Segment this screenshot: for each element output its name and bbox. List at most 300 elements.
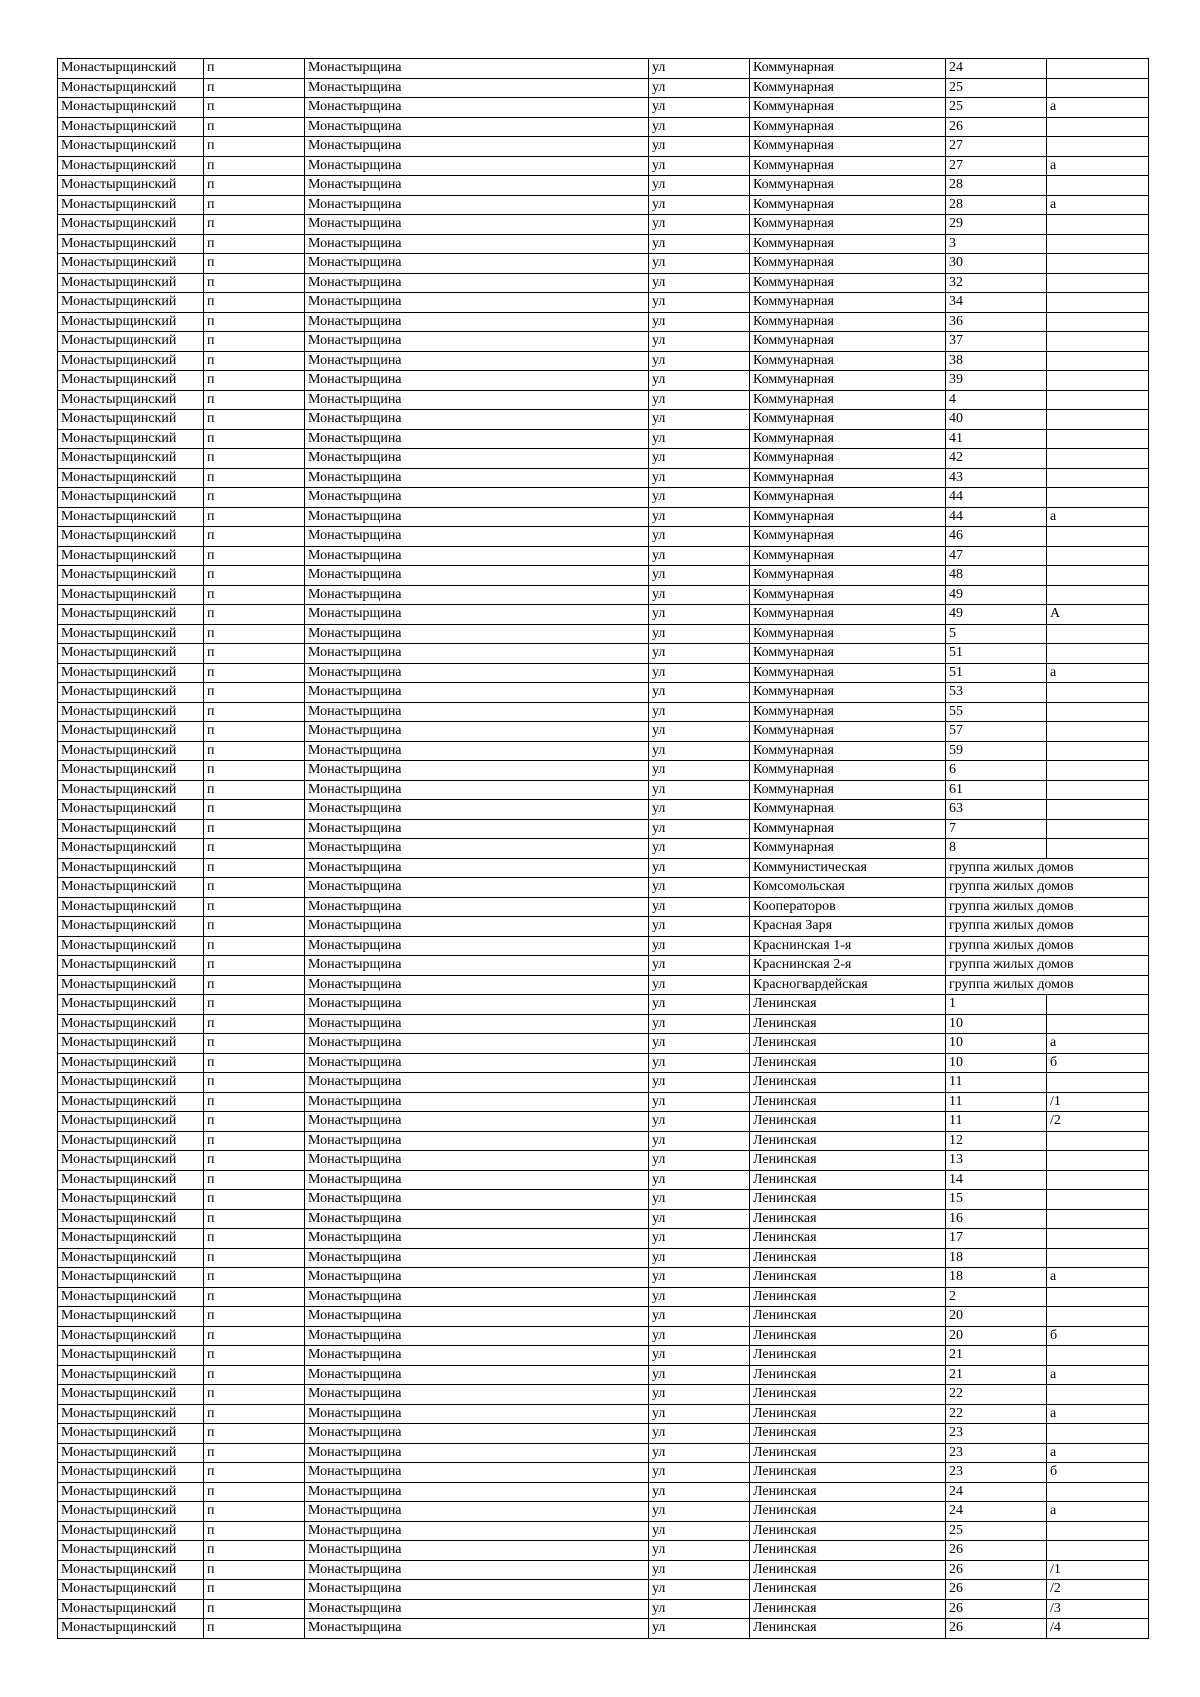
house-number-cell: 42 <box>946 449 1047 469</box>
street-type-cell: ул <box>649 585 750 605</box>
street-name-cell: Ленинская <box>750 1385 946 1405</box>
settlement-type-cell: п <box>204 254 305 274</box>
street-type-cell: ул <box>649 410 750 430</box>
street-name-cell: Коммунарная <box>750 683 946 703</box>
street-name-cell: Коммунарная <box>750 390 946 410</box>
house-number-cell: 37 <box>946 332 1047 352</box>
settlement-type-cell: п <box>204 215 305 235</box>
settlement-type-cell: п <box>204 1248 305 1268</box>
table-row <box>58 98 1149 118</box>
house-number-cell: 18 <box>946 1268 1047 1288</box>
house-suffix-cell: а <box>1047 1404 1149 1424</box>
house-number-cell: 26 <box>946 1599 1047 1619</box>
street-name-cell: Коммунарная <box>750 566 946 586</box>
house-suffix-cell <box>1047 1482 1149 1502</box>
street-type-cell: ул <box>649 839 750 859</box>
district-cell: Монастырщинский <box>58 156 204 176</box>
settlement-name-cell: Монастырщина <box>305 1034 649 1054</box>
table-row <box>58 644 1149 664</box>
settlement-type-cell: п <box>204 683 305 703</box>
house-number-cell: 21 <box>946 1346 1047 1366</box>
district-cell: Монастырщинский <box>58 293 204 313</box>
house-number-cell: 44 <box>946 507 1047 527</box>
settlement-name-cell: Монастырщина <box>305 1307 649 1327</box>
street-type-cell: ул <box>649 390 750 410</box>
table-row <box>58 995 1149 1015</box>
table-row <box>58 761 1149 781</box>
house-suffix-cell <box>1047 1424 1149 1444</box>
house-suffix-cell <box>1047 254 1149 274</box>
street-name-cell: Коммунарная <box>750 234 946 254</box>
house-suffix-cell <box>1047 1229 1149 1249</box>
settlement-type-cell: п <box>204 1560 305 1580</box>
house-number-cell: 10 <box>946 1014 1047 1034</box>
street-type-cell: ул <box>649 663 750 683</box>
house-suffix-cell <box>1047 624 1149 644</box>
street-type-cell: ул <box>649 936 750 956</box>
house-number-cell: 30 <box>946 254 1047 274</box>
house-suffix-cell: а <box>1047 1034 1149 1054</box>
table-row <box>58 1131 1149 1151</box>
house-suffix-cell: /1 <box>1047 1560 1149 1580</box>
district-cell: Монастырщинский <box>58 1092 204 1112</box>
settlement-type-cell: п <box>204 1151 305 1171</box>
settlement-name-cell: Монастырщина <box>305 741 649 761</box>
table-row <box>58 936 1149 956</box>
street-name-cell: Ленинская <box>750 1287 946 1307</box>
district-cell: Монастырщинский <box>58 312 204 332</box>
district-cell: Монастырщинский <box>58 1287 204 1307</box>
settlement-type-cell: п <box>204 332 305 352</box>
house-suffix-cell: б <box>1047 1326 1149 1346</box>
settlement-type-cell: п <box>204 956 305 976</box>
street-name-cell: Коммунарная <box>750 839 946 859</box>
house-number-cell: 41 <box>946 429 1047 449</box>
district-cell: Монастырщинский <box>58 176 204 196</box>
street-type-cell: ул <box>649 858 750 878</box>
settlement-name-cell: Монастырщина <box>305 1443 649 1463</box>
street-name-cell: Ленинская <box>750 1365 946 1385</box>
street-name-cell: Коммунистическая <box>750 858 946 878</box>
street-name-cell: Коммунарная <box>750 254 946 274</box>
table-row <box>58 1248 1149 1268</box>
settlement-type-cell: п <box>204 312 305 332</box>
district-cell: Монастырщинский <box>58 1560 204 1580</box>
street-type-cell: ул <box>649 819 750 839</box>
settlement-type-cell: п <box>204 1482 305 1502</box>
house-suffix-cell <box>1047 1170 1149 1190</box>
table-row <box>58 429 1149 449</box>
settlement-name-cell: Монастырщина <box>305 995 649 1015</box>
district-cell: Монастырщинский <box>58 390 204 410</box>
house-number-cell: 16 <box>946 1209 1047 1229</box>
street-type-cell: ул <box>649 156 750 176</box>
house-number-cell: 2 <box>946 1287 1047 1307</box>
street-name-cell: Коммунарная <box>750 137 946 157</box>
street-type-cell: ул <box>649 1580 750 1600</box>
district-cell: Монастырщинский <box>58 975 204 995</box>
district-cell: Монастырщинский <box>58 488 204 508</box>
district-cell: Монастырщинский <box>58 1599 204 1619</box>
district-cell: Монастырщинский <box>58 1248 204 1268</box>
street-name-cell: Коммунарная <box>750 663 946 683</box>
table-row <box>58 78 1149 98</box>
street-name-cell: Коммунарная <box>750 371 946 391</box>
house-suffix-cell <box>1047 585 1149 605</box>
table-row <box>58 585 1149 605</box>
settlement-name-cell: Монастырщина <box>305 624 649 644</box>
settlement-type-cell: п <box>204 761 305 781</box>
settlement-name-cell: Монастырщина <box>305 527 649 547</box>
table-row <box>58 975 1149 995</box>
street-name-cell: Коммунарная <box>750 273 946 293</box>
district-cell: Монастырщинский <box>58 936 204 956</box>
street-name-cell: Коммунарная <box>750 117 946 137</box>
settlement-type-cell: п <box>204 1112 305 1132</box>
settlement-name-cell: Монастырщина <box>305 839 649 859</box>
district-cell: Монастырщинский <box>58 1170 204 1190</box>
street-type-cell: ул <box>649 1541 750 1561</box>
house-number-cell: 47 <box>946 546 1047 566</box>
district-cell: Монастырщинский <box>58 273 204 293</box>
table-row <box>58 390 1149 410</box>
settlement-name-cell: Монастырщина <box>305 1580 649 1600</box>
street-type-cell: ул <box>649 527 750 547</box>
street-type-cell: ул <box>649 254 750 274</box>
district-cell: Монастырщинский <box>58 605 204 625</box>
district-cell: Монастырщинский <box>58 1229 204 1249</box>
settlement-name-cell: Монастырщина <box>305 780 649 800</box>
settlement-name-cell: Монастырщина <box>305 234 649 254</box>
house-number-cell: 29 <box>946 215 1047 235</box>
house-number-cell: 10 <box>946 1034 1047 1054</box>
table-row <box>58 1365 1149 1385</box>
district-cell: Монастырщинский <box>58 449 204 469</box>
table-row <box>58 176 1149 196</box>
house-suffix-cell <box>1047 371 1149 391</box>
house-number-cell: группа жилых домов <box>946 878 1149 898</box>
table-row <box>58 1619 1149 1639</box>
district-cell: Монастырщинский <box>58 1346 204 1366</box>
house-suffix-cell: а <box>1047 1443 1149 1463</box>
district-cell: Монастырщинский <box>58 780 204 800</box>
settlement-type-cell: п <box>204 195 305 215</box>
street-type-cell: ул <box>649 917 750 937</box>
district-cell: Монастырщинский <box>58 1034 204 1054</box>
house-suffix-cell: б <box>1047 1053 1149 1073</box>
house-suffix-cell: а <box>1047 156 1149 176</box>
street-type-cell: ул <box>649 1521 750 1541</box>
house-suffix-cell: а <box>1047 98 1149 118</box>
table-row <box>58 1599 1149 1619</box>
table-row <box>58 702 1149 722</box>
house-number-cell: 24 <box>946 1482 1047 1502</box>
settlement-name-cell: Монастырщина <box>305 1346 649 1366</box>
table-row <box>58 1073 1149 1093</box>
street-name-cell: Ленинская <box>750 1560 946 1580</box>
house-number-cell: группа жилых домов <box>946 917 1149 937</box>
table-row <box>58 273 1149 293</box>
street-type-cell: ул <box>649 1209 750 1229</box>
house-number-cell: 11 <box>946 1092 1047 1112</box>
house-number-cell: 26 <box>946 1541 1047 1561</box>
street-type-cell: ул <box>649 956 750 976</box>
street-type-cell: ул <box>649 507 750 527</box>
street-name-cell: Ленинская <box>750 1424 946 1444</box>
district-cell: Монастырщинский <box>58 1053 204 1073</box>
table-row <box>58 332 1149 352</box>
district-cell: Монастырщинский <box>58 234 204 254</box>
house-number-cell: 27 <box>946 156 1047 176</box>
settlement-type-cell: п <box>204 429 305 449</box>
street-type-cell: ул <box>649 566 750 586</box>
district-cell: Монастырщинский <box>58 878 204 898</box>
table-row <box>58 956 1149 976</box>
house-suffix-cell <box>1047 234 1149 254</box>
table-row <box>58 234 1149 254</box>
district-cell: Монастырщинский <box>58 995 204 1015</box>
district-cell: Монастырщинский <box>58 137 204 157</box>
house-suffix-cell: /1 <box>1047 1092 1149 1112</box>
district-cell: Монастырщинский <box>58 1482 204 1502</box>
table-row <box>58 878 1149 898</box>
settlement-type-cell: п <box>204 1541 305 1561</box>
street-type-cell: ул <box>649 215 750 235</box>
table-row <box>58 468 1149 488</box>
table-row <box>58 137 1149 157</box>
street-name-cell: Коммунарная <box>750 332 946 352</box>
table-row <box>58 605 1149 625</box>
district-cell: Монастырщинский <box>58 839 204 859</box>
house-suffix-cell <box>1047 722 1149 742</box>
settlement-type-cell: п <box>204 1131 305 1151</box>
settlement-type-cell: п <box>204 488 305 508</box>
house-number-cell: 8 <box>946 839 1047 859</box>
street-name-cell: Краснинская 1-я <box>750 936 946 956</box>
district-cell: Монастырщинский <box>58 956 204 976</box>
house-suffix-cell <box>1047 819 1149 839</box>
settlement-type-cell: п <box>204 780 305 800</box>
street-type-cell: ул <box>649 1229 750 1249</box>
settlement-type-cell: п <box>204 917 305 937</box>
settlement-name-cell: Монастырщина <box>305 936 649 956</box>
house-number-cell: 14 <box>946 1170 1047 1190</box>
district-cell: Монастырщинский <box>58 59 204 79</box>
settlement-type-cell: п <box>204 1346 305 1366</box>
street-name-cell: Коммунарная <box>750 98 946 118</box>
house-number-cell: 3 <box>946 234 1047 254</box>
house-suffix-cell <box>1047 546 1149 566</box>
house-number-cell: 12 <box>946 1131 1047 1151</box>
street-type-cell: ул <box>649 1248 750 1268</box>
house-number-cell: 61 <box>946 780 1047 800</box>
house-number-cell: 26 <box>946 1560 1047 1580</box>
table-row <box>58 1190 1149 1210</box>
street-type-cell: ул <box>649 1326 750 1346</box>
house-suffix-cell <box>1047 1287 1149 1307</box>
house-number-cell: 26 <box>946 1619 1047 1639</box>
district-cell: Монастырщинский <box>58 1268 204 1288</box>
house-number-cell: 49 <box>946 585 1047 605</box>
house-suffix-cell <box>1047 702 1149 722</box>
district-cell: Монастырщинский <box>58 468 204 488</box>
settlement-name-cell: Монастырщина <box>305 1560 649 1580</box>
house-suffix-cell <box>1047 1190 1149 1210</box>
house-number-cell: 57 <box>946 722 1047 742</box>
table-row <box>58 1287 1149 1307</box>
settlement-type-cell: п <box>204 468 305 488</box>
house-number-cell: 23 <box>946 1424 1047 1444</box>
house-number-cell: группа жилых домов <box>946 975 1149 995</box>
settlement-name-cell: Монастырщина <box>305 858 649 878</box>
settlement-type-cell: п <box>204 702 305 722</box>
settlement-type-cell: п <box>204 995 305 1015</box>
district-cell: Монастырщинский <box>58 819 204 839</box>
house-suffix-cell <box>1047 1307 1149 1327</box>
settlement-name-cell: Монастырщина <box>305 722 649 742</box>
settlement-type-cell: п <box>204 507 305 527</box>
settlement-type-cell: п <box>204 1463 305 1483</box>
street-type-cell: ул <box>649 1053 750 1073</box>
settlement-name-cell: Монастырщина <box>305 546 649 566</box>
street-type-cell: ул <box>649 1424 750 1444</box>
house-suffix-cell: а <box>1047 195 1149 215</box>
house-suffix-cell <box>1047 59 1149 79</box>
settlement-type-cell: п <box>204 1190 305 1210</box>
street-name-cell: Ленинская <box>750 1404 946 1424</box>
street-type-cell: ул <box>649 293 750 313</box>
settlement-type-cell: п <box>204 897 305 917</box>
house-suffix-cell <box>1047 215 1149 235</box>
settlement-name-cell: Монастырщина <box>305 663 649 683</box>
settlement-type-cell: п <box>204 1073 305 1093</box>
settlement-name-cell: Монастырщина <box>305 975 649 995</box>
table-row <box>58 371 1149 391</box>
street-type-cell: ул <box>649 1112 750 1132</box>
street-name-cell: Коммунарная <box>750 624 946 644</box>
street-type-cell: ул <box>649 468 750 488</box>
house-suffix-cell <box>1047 683 1149 703</box>
street-name-cell: Ленинская <box>750 1053 946 1073</box>
district-cell: Монастырщинский <box>58 546 204 566</box>
street-type-cell: ул <box>649 78 750 98</box>
settlement-type-cell: п <box>204 1502 305 1522</box>
district-cell: Монастырщинский <box>58 741 204 761</box>
street-type-cell: ул <box>649 546 750 566</box>
house-number-cell: 26 <box>946 117 1047 137</box>
street-type-cell: ул <box>649 1092 750 1112</box>
district-cell: Монастырщинский <box>58 722 204 742</box>
table-row <box>58 156 1149 176</box>
district-cell: Монастырщинский <box>58 1580 204 1600</box>
table-row <box>58 1424 1149 1444</box>
settlement-name-cell: Монастырщина <box>305 1287 649 1307</box>
district-cell: Монастырщинский <box>58 644 204 664</box>
street-type-cell: ул <box>649 624 750 644</box>
street-type-cell: ул <box>649 1365 750 1385</box>
table-row <box>58 858 1149 878</box>
table-row <box>58 683 1149 703</box>
settlement-name-cell: Монастырщина <box>305 468 649 488</box>
settlement-name-cell: Монастырщина <box>305 1268 649 1288</box>
table-row <box>58 1053 1149 1073</box>
table-row <box>58 800 1149 820</box>
district-cell: Монастырщинский <box>58 1463 204 1483</box>
settlement-name-cell: Монастырщина <box>305 312 649 332</box>
house-number-cell: 18 <box>946 1248 1047 1268</box>
house-number-cell: 21 <box>946 1365 1047 1385</box>
settlement-type-cell: п <box>204 293 305 313</box>
district-cell: Монастырщинский <box>58 1541 204 1561</box>
street-type-cell: ул <box>649 1014 750 1034</box>
house-number-cell: 6 <box>946 761 1047 781</box>
house-suffix-cell: а <box>1047 1365 1149 1385</box>
settlement-type-cell: п <box>204 1619 305 1639</box>
house-number-cell: 53 <box>946 683 1047 703</box>
street-name-cell: Коммунарная <box>750 585 946 605</box>
settlement-type-cell: п <box>204 644 305 664</box>
street-name-cell: Ленинская <box>750 1014 946 1034</box>
house-suffix-cell: А <box>1047 605 1149 625</box>
settlement-name-cell: Монастырщина <box>305 1365 649 1385</box>
district-cell: Монастырщинский <box>58 98 204 118</box>
settlement-name-cell: Монастырщина <box>305 215 649 235</box>
street-name-cell: Коммунарная <box>750 351 946 371</box>
house-number-cell: 23 <box>946 1463 1047 1483</box>
street-type-cell: ул <box>649 995 750 1015</box>
district-cell: Монастырщинский <box>58 332 204 352</box>
house-suffix-cell <box>1047 117 1149 137</box>
settlement-name-cell: Монастырщина <box>305 390 649 410</box>
settlement-type-cell: п <box>204 137 305 157</box>
settlement-name-cell: Монастырщина <box>305 1463 649 1483</box>
street-type-cell: ул <box>649 644 750 664</box>
settlement-type-cell: п <box>204 98 305 118</box>
street-type-cell: ул <box>649 98 750 118</box>
street-name-cell: Коммунарная <box>750 819 946 839</box>
table-row <box>58 1346 1149 1366</box>
house-number-cell: 15 <box>946 1190 1047 1210</box>
house-suffix-cell <box>1047 449 1149 469</box>
district-cell: Монастырщинский <box>58 429 204 449</box>
table-row <box>58 59 1149 79</box>
house-number-cell: 25 <box>946 98 1047 118</box>
street-type-cell: ул <box>649 59 750 79</box>
street-name-cell: Ленинская <box>750 1268 946 1288</box>
house-number-cell: 10 <box>946 1053 1047 1073</box>
settlement-name-cell: Монастырщина <box>305 1482 649 1502</box>
settlement-name-cell: Монастырщина <box>305 1073 649 1093</box>
street-type-cell: ул <box>649 722 750 742</box>
table-row <box>58 741 1149 761</box>
street-type-cell: ул <box>649 1151 750 1171</box>
street-name-cell: Коммунарная <box>750 527 946 547</box>
table-row <box>58 1404 1149 1424</box>
house-suffix-cell <box>1047 1131 1149 1151</box>
district-cell: Монастырщинский <box>58 410 204 430</box>
house-number-cell: 13 <box>946 1151 1047 1171</box>
district-cell: Монастырщинский <box>58 1365 204 1385</box>
settlement-name-cell: Монастырщина <box>305 332 649 352</box>
settlement-type-cell: п <box>204 156 305 176</box>
settlement-name-cell: Монастырщина <box>305 488 649 508</box>
district-cell: Монастырщинский <box>58 1424 204 1444</box>
settlement-type-cell: п <box>204 1034 305 1054</box>
district-cell: Монастырщинский <box>58 897 204 917</box>
house-suffix-cell <box>1047 137 1149 157</box>
street-type-cell: ул <box>649 273 750 293</box>
house-number-cell: 22 <box>946 1404 1047 1424</box>
